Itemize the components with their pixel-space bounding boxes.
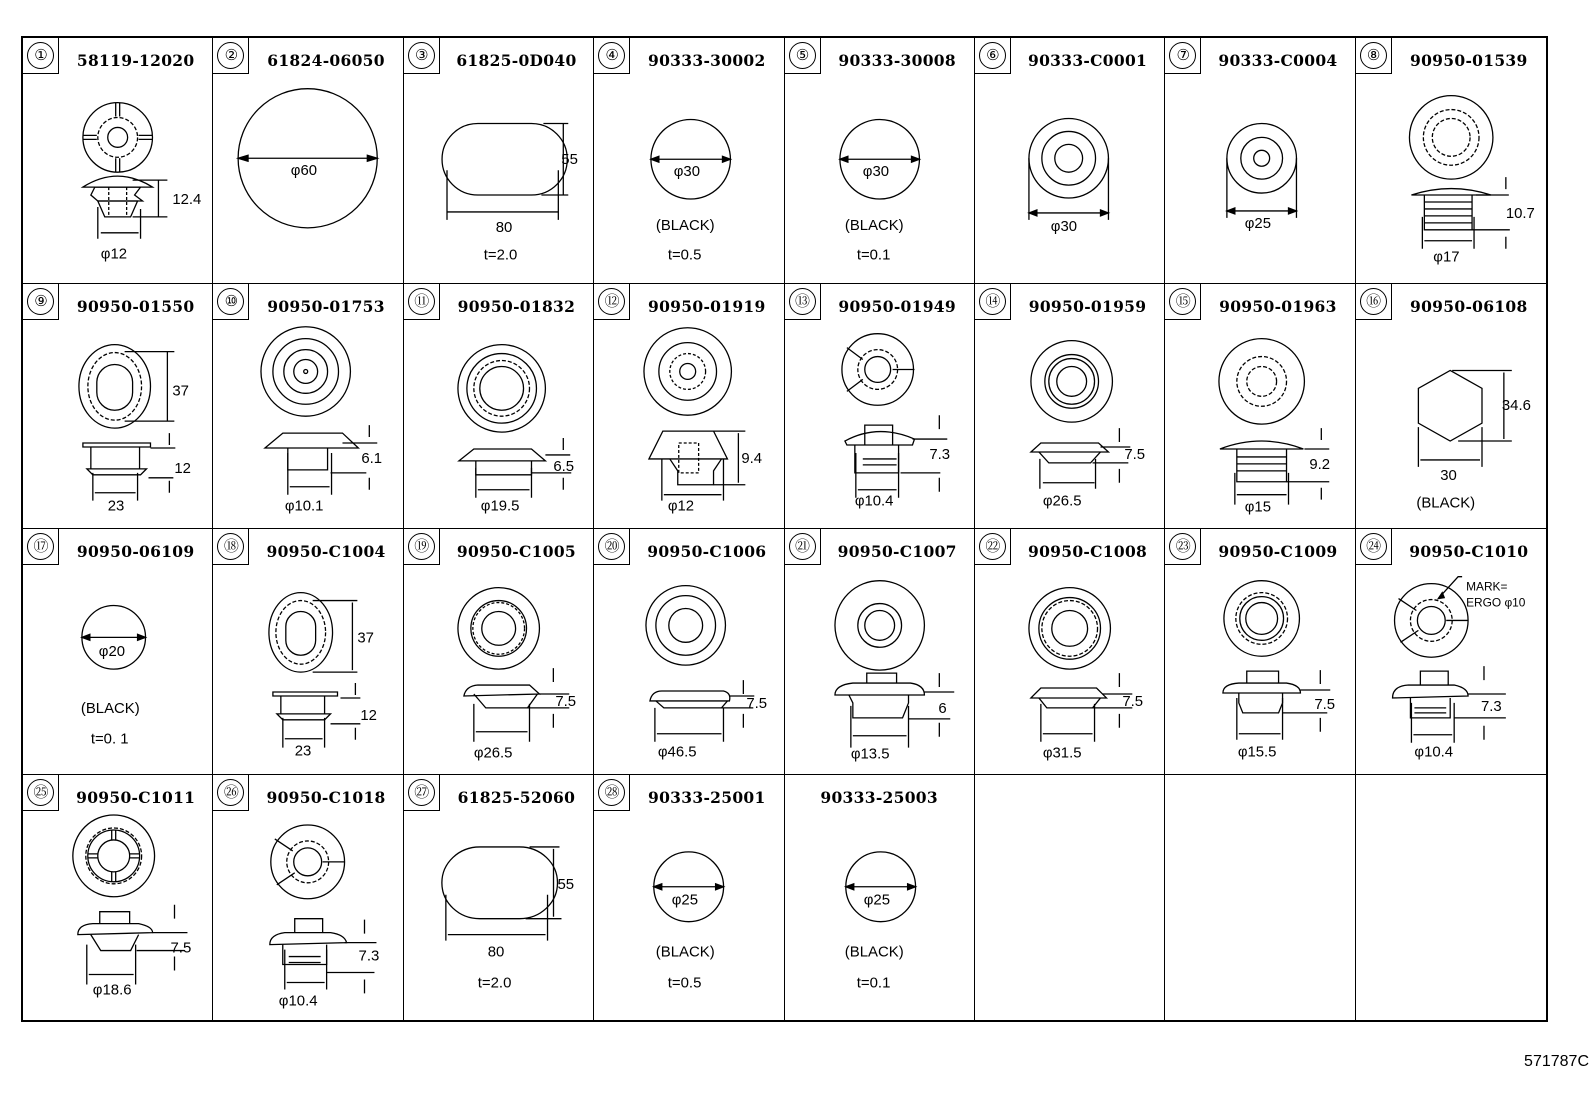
part-cell-9[interactable] <box>23 284 213 530</box>
dim-height: 7.5 <box>1124 446 1145 463</box>
index-number: ㉕ <box>27 779 54 806</box>
index-number: ③ <box>408 42 435 69</box>
oval-grommet-drawing <box>23 284 212 529</box>
part-number: 90950-01919 <box>648 296 766 316</box>
flat-grommet-drawing <box>975 529 1164 774</box>
clip-3rib-drawing <box>785 284 974 529</box>
dim-diameter: φ19.5 <box>480 498 520 515</box>
dim-diameter: φ30 <box>862 164 889 181</box>
dim-diameter: φ10.4 <box>1414 744 1453 761</box>
part-cell-6[interactable] <box>975 38 1165 284</box>
dim-height: 9.4 <box>741 450 763 467</box>
disc-drawing <box>785 775 974 1021</box>
color-note: (BLACK) <box>80 700 140 717</box>
dim-diameter: φ46.5 <box>658 744 697 761</box>
clip-plain-drawing <box>785 529 974 774</box>
part-cell-empty <box>975 775 1165 1021</box>
dim-height: 12.4 <box>172 191 202 208</box>
dim-width: 80 <box>495 219 513 236</box>
mark-note-line1: MARK= <box>1465 579 1508 594</box>
index-number: ⑭ <box>979 288 1006 315</box>
part-cell-4[interactable] <box>594 38 784 284</box>
dim-diameter: φ12 <box>667 498 695 515</box>
part-cell-27[interactable] <box>404 775 594 1021</box>
dim-height: 12 <box>174 460 191 477</box>
dim-width: 30 <box>1439 467 1457 484</box>
index-number: ⑨ <box>27 288 54 315</box>
dome-plug-drawing <box>1356 38 1546 283</box>
flat-grommet-drawing <box>975 284 1164 529</box>
index-number: ㉑ <box>789 533 816 560</box>
clip-4rib-flat-drawing <box>23 775 212 1021</box>
dim-diameter: φ10.4 <box>279 991 318 1009</box>
index-number: ㉔ <box>1360 533 1387 560</box>
color-note: (BLACK) <box>1416 495 1475 512</box>
dim-thickness: t=2.0 <box>483 247 518 264</box>
index-number: ⑮ <box>1169 288 1196 315</box>
index-number: ⑱ <box>217 533 244 560</box>
index-number: ⑳ <box>598 533 625 560</box>
dim-height: 6.1 <box>361 450 383 467</box>
dim-height: 12 <box>360 707 378 724</box>
dim-height: 55 <box>561 152 578 169</box>
index-number: ⑦ <box>1169 42 1196 69</box>
part-number: 90950-06108 <box>1410 296 1528 316</box>
part-cell-25[interactable] <box>23 775 213 1021</box>
part-cell-5[interactable] <box>785 38 975 284</box>
part-number: 61825-0D040 <box>456 51 577 70</box>
part-number: 90950-01832 <box>457 296 576 316</box>
flat-grommet-drawing <box>594 529 783 774</box>
dim-diameter: φ15 <box>1245 499 1272 516</box>
part-number: 90950-C1004 <box>266 542 386 561</box>
disc-drawing <box>594 775 783 1021</box>
disc-drawing <box>23 529 212 774</box>
index-number: ⑥ <box>979 42 1006 69</box>
part-cell-19[interactable] <box>404 529 594 775</box>
dim-diameter: φ18.6 <box>92 980 132 998</box>
part-cell-3[interactable] <box>404 38 594 284</box>
dim-diameter: φ26.5 <box>1042 493 1082 510</box>
part-cell-12[interactable] <box>594 284 784 530</box>
dim-width: 23 <box>295 743 312 760</box>
clip-plain-drawing <box>1165 529 1354 774</box>
index-number: ⑯ <box>1360 288 1387 315</box>
index-number: ⑫ <box>598 288 625 315</box>
dim-width: 23 <box>107 498 125 515</box>
dim-diameter: φ12 <box>100 246 128 263</box>
dim-diameter: φ60 <box>291 163 318 180</box>
part-number: 90950-C1006 <box>647 542 767 561</box>
part-cell-26[interactable] <box>213 775 403 1021</box>
reference-code: 571787C <box>1524 1053 1589 1070</box>
disc-drawing <box>785 38 974 283</box>
part-cell-18[interactable] <box>213 529 403 775</box>
index-number: ㉘ <box>598 779 625 806</box>
index-number: ① <box>27 42 54 69</box>
part-number: 90950-01949 <box>838 296 956 316</box>
dim-height: 7.3 <box>928 446 950 463</box>
part-cell-21[interactable] <box>785 529 975 775</box>
part-cell-10[interactable] <box>213 284 403 530</box>
parts-grid <box>21 36 1548 1022</box>
part-cell-23[interactable] <box>1165 529 1355 775</box>
oval-grommet-drawing <box>213 529 402 774</box>
part-cell-20[interactable] <box>594 529 784 775</box>
dim-height: 6.5 <box>553 458 574 475</box>
part-number: 90950-C1018 <box>266 787 386 807</box>
part-number: 58119-12020 <box>76 51 195 70</box>
disc-drawing <box>213 38 402 283</box>
color-note: (BLACK) <box>844 943 904 961</box>
dim-height: 7.5 <box>1122 693 1143 710</box>
dim-height: 9.2 <box>1309 456 1331 473</box>
dim-height: 10.7 <box>1505 205 1535 222</box>
flat-grommet-drawing <box>404 284 593 529</box>
part-cell-24[interactable] <box>1356 529 1546 775</box>
dim-thickness: t=0.1 <box>856 247 890 264</box>
dim-diameter: φ25 <box>1245 215 1272 232</box>
index-number: ⑪ <box>408 288 435 315</box>
part-number: 90950-01539 <box>1410 51 1528 70</box>
dim-thickness: t=0. 1 <box>90 731 129 748</box>
index-number: ㉗ <box>408 779 435 806</box>
dim-height: 34.6 <box>1501 397 1531 414</box>
index-number: ⑩ <box>217 288 244 315</box>
part-number: 90950-01753 <box>267 296 385 316</box>
part-cell-11[interactable] <box>404 284 594 530</box>
part-number: 90333-C0004 <box>1218 51 1338 70</box>
part-number: 90333-30008 <box>838 51 956 70</box>
part-number: 90950-C1005 <box>456 542 576 561</box>
dim-diameter: φ10.1 <box>285 498 324 515</box>
dim-height: 55 <box>557 875 574 893</box>
dim-diameter: φ15.5 <box>1238 744 1277 761</box>
dim-height: 7.5 <box>555 693 576 710</box>
dim-width: 80 <box>487 943 505 961</box>
part-number: 90950-01550 <box>76 296 195 316</box>
dim-height: 7.5 <box>170 939 192 957</box>
clip-3rib-drawing <box>1356 529 1546 774</box>
hexagon-drawing <box>1356 284 1546 529</box>
mark-note-line2: ERGO φ10 <box>1465 595 1526 610</box>
dim-height: 7.3 <box>1480 698 1502 715</box>
dim-diameter: φ31.5 <box>1042 745 1082 762</box>
index-number: ⑬ <box>789 288 816 315</box>
color-note: (BLACK) <box>656 217 715 234</box>
index-number: ⑤ <box>789 42 816 69</box>
dim-height: 7.5 <box>1314 696 1336 713</box>
part-cell-14[interactable] <box>975 284 1165 530</box>
part-cell-8[interactable] <box>1356 38 1546 284</box>
dim-thickness: t=0.1 <box>856 973 890 991</box>
part-cell-17[interactable] <box>23 529 213 775</box>
rings-drawing <box>975 38 1164 283</box>
dim-height: 7.3 <box>358 947 380 965</box>
dim-thickness: t=0.5 <box>667 247 702 264</box>
part-cell-empty <box>1356 775 1546 1021</box>
clip-3rib-drawing <box>213 775 402 1021</box>
part-number: 61824-06050 <box>267 51 385 70</box>
color-note: (BLACK) <box>844 217 904 234</box>
index-number: ㉒ <box>979 533 1006 560</box>
index-number: ㉓ <box>1169 533 1196 560</box>
dim-diameter: φ30 <box>1050 218 1077 235</box>
part-cell-7[interactable] <box>1165 38 1355 284</box>
dim-height: 6 <box>937 700 947 717</box>
oval-pad-drawing <box>404 775 593 1021</box>
dim-thickness: t=0.5 <box>667 973 702 991</box>
dim-diameter: φ26.5 <box>473 745 513 762</box>
dim-diameter: φ17 <box>1432 249 1460 266</box>
part-number: 90333-C0001 <box>1027 51 1148 70</box>
dim-thickness: t=2.0 <box>477 973 512 991</box>
part-number: 90950-01959 <box>1028 296 1147 316</box>
clip-4rib-drawing <box>23 38 212 283</box>
cone-grommet-drawing <box>213 284 402 529</box>
dim-diameter: φ10.4 <box>854 493 893 510</box>
dim-diameter: φ30 <box>673 164 701 181</box>
part-number: 90333-30002 <box>648 51 766 70</box>
part-number: 90950-C1008 <box>1027 542 1148 561</box>
oval-pad-drawing <box>404 38 593 283</box>
index-number: ② <box>217 42 244 69</box>
part-cell-empty <box>1165 775 1355 1021</box>
part-number: 90950-C1011 <box>76 787 196 807</box>
dim-diameter: φ13.5 <box>850 746 890 763</box>
part-cell-29[interactable] <box>785 775 975 1021</box>
disc-drawing <box>594 38 783 283</box>
dome-plug-drawing <box>1165 284 1354 529</box>
tall-cone-grommet-drawing <box>594 284 783 529</box>
index-number: ④ <box>598 42 625 69</box>
index-number: ⑧ <box>1360 42 1387 69</box>
part-number: 90950-C1009 <box>1218 542 1338 561</box>
dim-diameter: φ25 <box>863 891 890 909</box>
color-note: (BLACK) <box>655 943 715 961</box>
part-number: 90950-C1007 <box>837 542 957 561</box>
part-cell-16[interactable] <box>1356 284 1546 530</box>
flat-grommet-drawing <box>404 529 593 774</box>
index-number: ㉖ <box>217 779 244 806</box>
dim-height: 7.5 <box>746 695 768 712</box>
dim-diameter: φ25 <box>671 891 699 909</box>
dim-length: 37 <box>357 630 375 647</box>
dim-diameter: φ20 <box>98 644 126 661</box>
part-cell-2[interactable] <box>213 38 403 284</box>
part-number: 90950-01963 <box>1219 296 1337 316</box>
index-number: ⑰ <box>27 533 54 560</box>
part-cell-22[interactable] <box>975 529 1165 775</box>
part-number: 61825-52060 <box>457 787 576 807</box>
rings-drawing <box>1165 38 1354 283</box>
dim-length: 37 <box>172 382 189 399</box>
part-number: 90950-C1010 <box>1409 542 1529 561</box>
part-number: 90333-25001 <box>648 787 766 807</box>
part-number: 90333-25003 <box>820 787 938 807</box>
part-cell-13[interactable] <box>785 284 975 530</box>
index-number: ⑲ <box>408 533 435 560</box>
part-cell-15[interactable] <box>1165 284 1355 530</box>
part-number: 90950-06109 <box>76 542 195 561</box>
part-cell-1[interactable] <box>23 38 213 284</box>
part-cell-28[interactable] <box>594 775 784 1021</box>
